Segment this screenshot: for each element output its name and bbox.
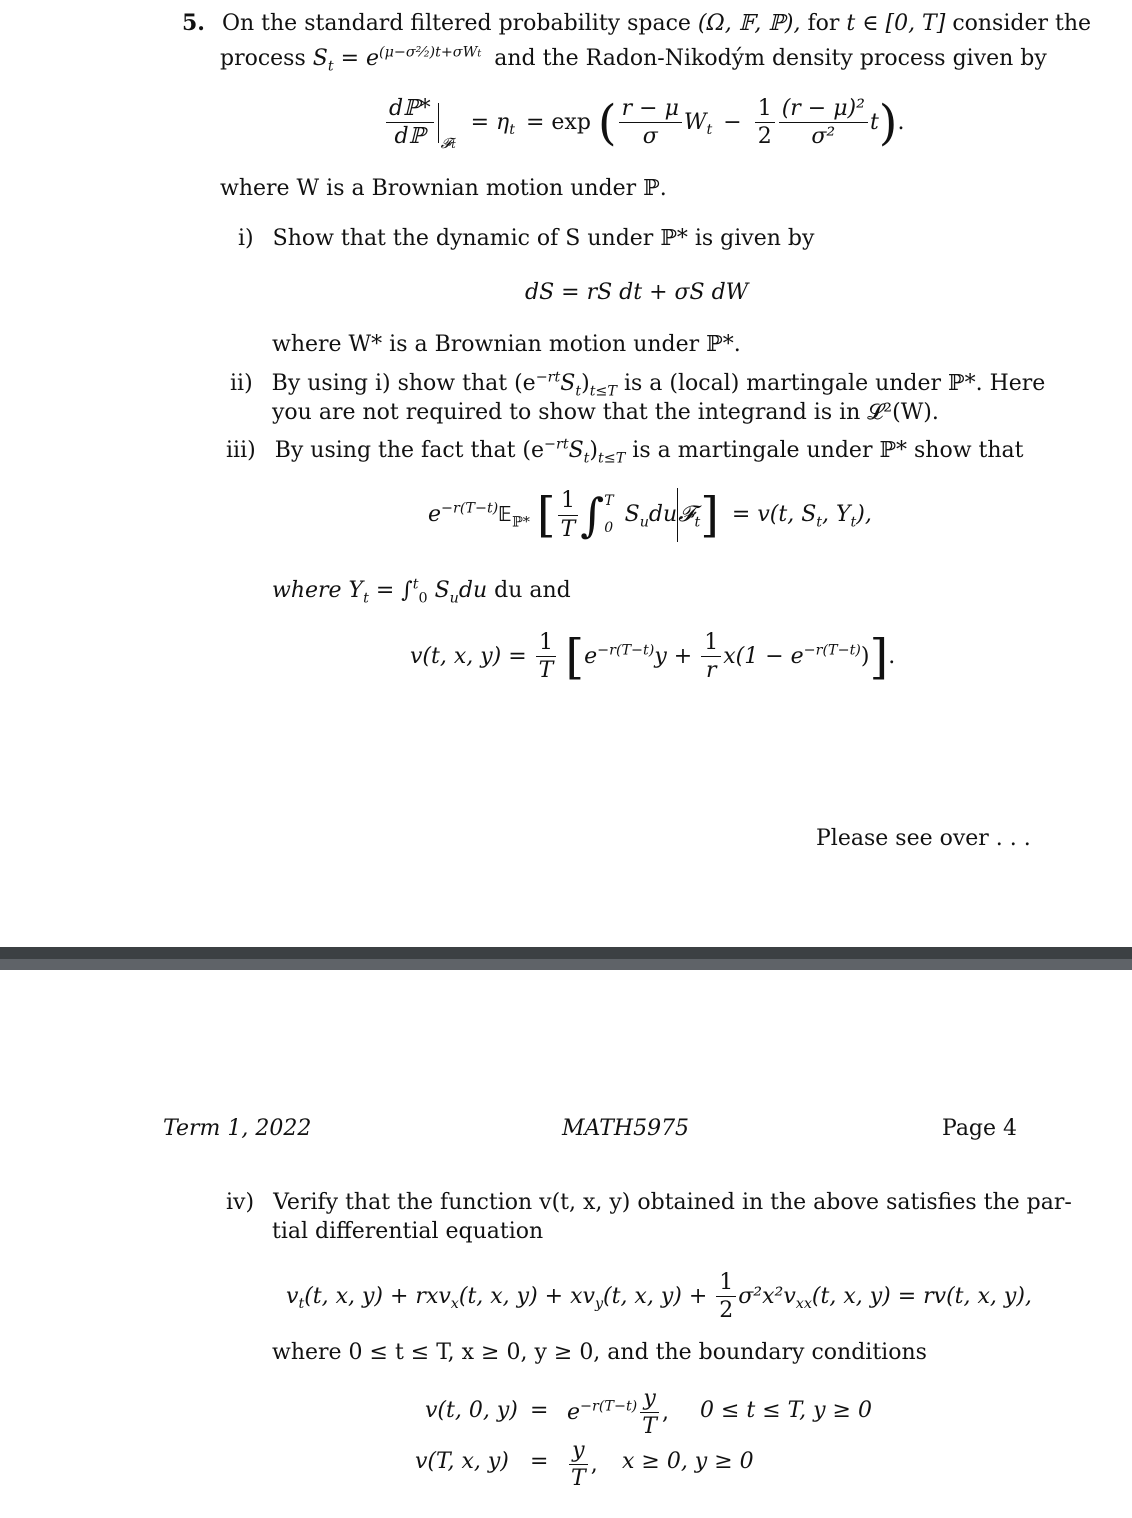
bc2-equals: = <box>530 1449 549 1474</box>
please-see-over: Please see over . . . <box>816 826 1031 851</box>
bc2-condition: x ≥ 0, y ≥ 0 <box>622 1449 754 1474</box>
part-iii-expectation-equation: $e^{-r(T-t)}𝔼_{ℙ*}$ [ $\frac{1}{T}$ ∫ T 0 $S_udu𝓕_t] = v(t$, $S_t$, $Y_t$), <box>428 487 872 543</box>
part-i-prompt: i) Show that the dynamic of S under ℙ* is given by <box>238 226 815 251</box>
part-i-label: i) <box>238 226 254 251</box>
pde-equation: $v_t(t$, x, y) + rxv$_x$(t, x, $y) + xv_y(t$, x, y) + $\frac{1}{2}$ $\sigma^2x^2v_{xx}(t$, x, y) = rv(t, x, y), <box>286 1270 1032 1324</box>
bc1-lhs: v(t, 0, y) <box>425 1398 518 1423</box>
problem-intro-line2: process $S_t = e^{(\mu-\sigma^2⁄_2)t+\sigma Wt}$ and the Radon-Nikodým density process given by <box>220 44 1047 75</box>
pde-domain: where 0 ≤ t ≤ T, x ≥ 0, y ≥ 0, and the boundary conditions <box>272 1340 927 1365</box>
brownian-note: where W is a Brownian motion under ℙ. <box>220 176 667 201</box>
part-iv-line1: iv) Verify that the function v(t, x, y) obtained in the above satisfies the par- <box>226 1190 1072 1215</box>
part-ii-line1: ii) By using i) show that $(e^{-rt}S_t)_{t\le T}$ is a (local) martingale under ℙ*. Here <box>230 369 1046 400</box>
footer-page: Page 4 <box>942 1116 1018 1141</box>
part-iii-where-Y: where $Y_t = \int^t_0$ $S_udu$ du and <box>272 576 571 607</box>
footer-term: Term 1, 2022 <box>163 1116 312 1141</box>
page-separator-top <box>0 947 1132 959</box>
radon-nikodym-equation: $\frac{\text{dℙ*}}{\text{dℙ}}$ $_{𝓕t} = \eta_t = \exp$ ( $\frac{r - \mu}{\sigma}$ $W_t$ − $\frac{1}{2}$ $\frac{\text{(r − μ)²}}{\text{σ²}}$ t). <box>384 96 905 150</box>
part-i-equation: dS = rS dt + σS dW <box>525 280 749 305</box>
part-ii-label: ii) <box>230 371 253 396</box>
part-iv-label: iv) <box>226 1190 255 1215</box>
part-iii-label: iii) <box>226 438 256 463</box>
part-iii-line1: iii) By using the fact that $(e^{-rt}S_t)_{t\le T}$ is a martingale under ℙ* show that <box>226 436 1024 467</box>
part-ii-line2: you are not required to show that the integrand is in 𝓛²(W). <box>272 400 939 425</box>
part-iv-line2: tial differential equation <box>272 1219 544 1244</box>
bc1-condition: 0 ≤ t ≤ T, y ≥ 0 <box>700 1398 872 1423</box>
bc1-rhs: $e^{-r(T-t)}$ $\frac{y}{T}$ , <box>567 1386 669 1440</box>
bc1-equals: = <box>530 1398 549 1423</box>
page-separator-bottom <box>0 959 1132 970</box>
problem-intro-line1: 5. On the standard filtered probability space (Ω, 𝔽, ℙ), for t ∈ [0, T] consider the <box>182 10 1092 36</box>
part-iii-v-definition: v(t, x, y) = $\frac{1}{T}$ [$e^{-r(T-t)}y$ + $\frac{1}{r}$ $x(1 - e^{-r(T-t)})$]. <box>410 628 896 685</box>
problem-number: 5. <box>182 10 205 36</box>
footer-course: MATH5975 <box>562 1116 690 1141</box>
probability-space: (Ω, 𝔽, ℙ), <box>697 11 801 36</box>
bc2-lhs: v(T, x, y) <box>415 1449 509 1474</box>
part-i-after: where W* is a Brownian motion under ℙ*. <box>272 332 741 357</box>
bc2-rhs: $\frac{y}{T}$ , <box>571 1438 598 1492</box>
